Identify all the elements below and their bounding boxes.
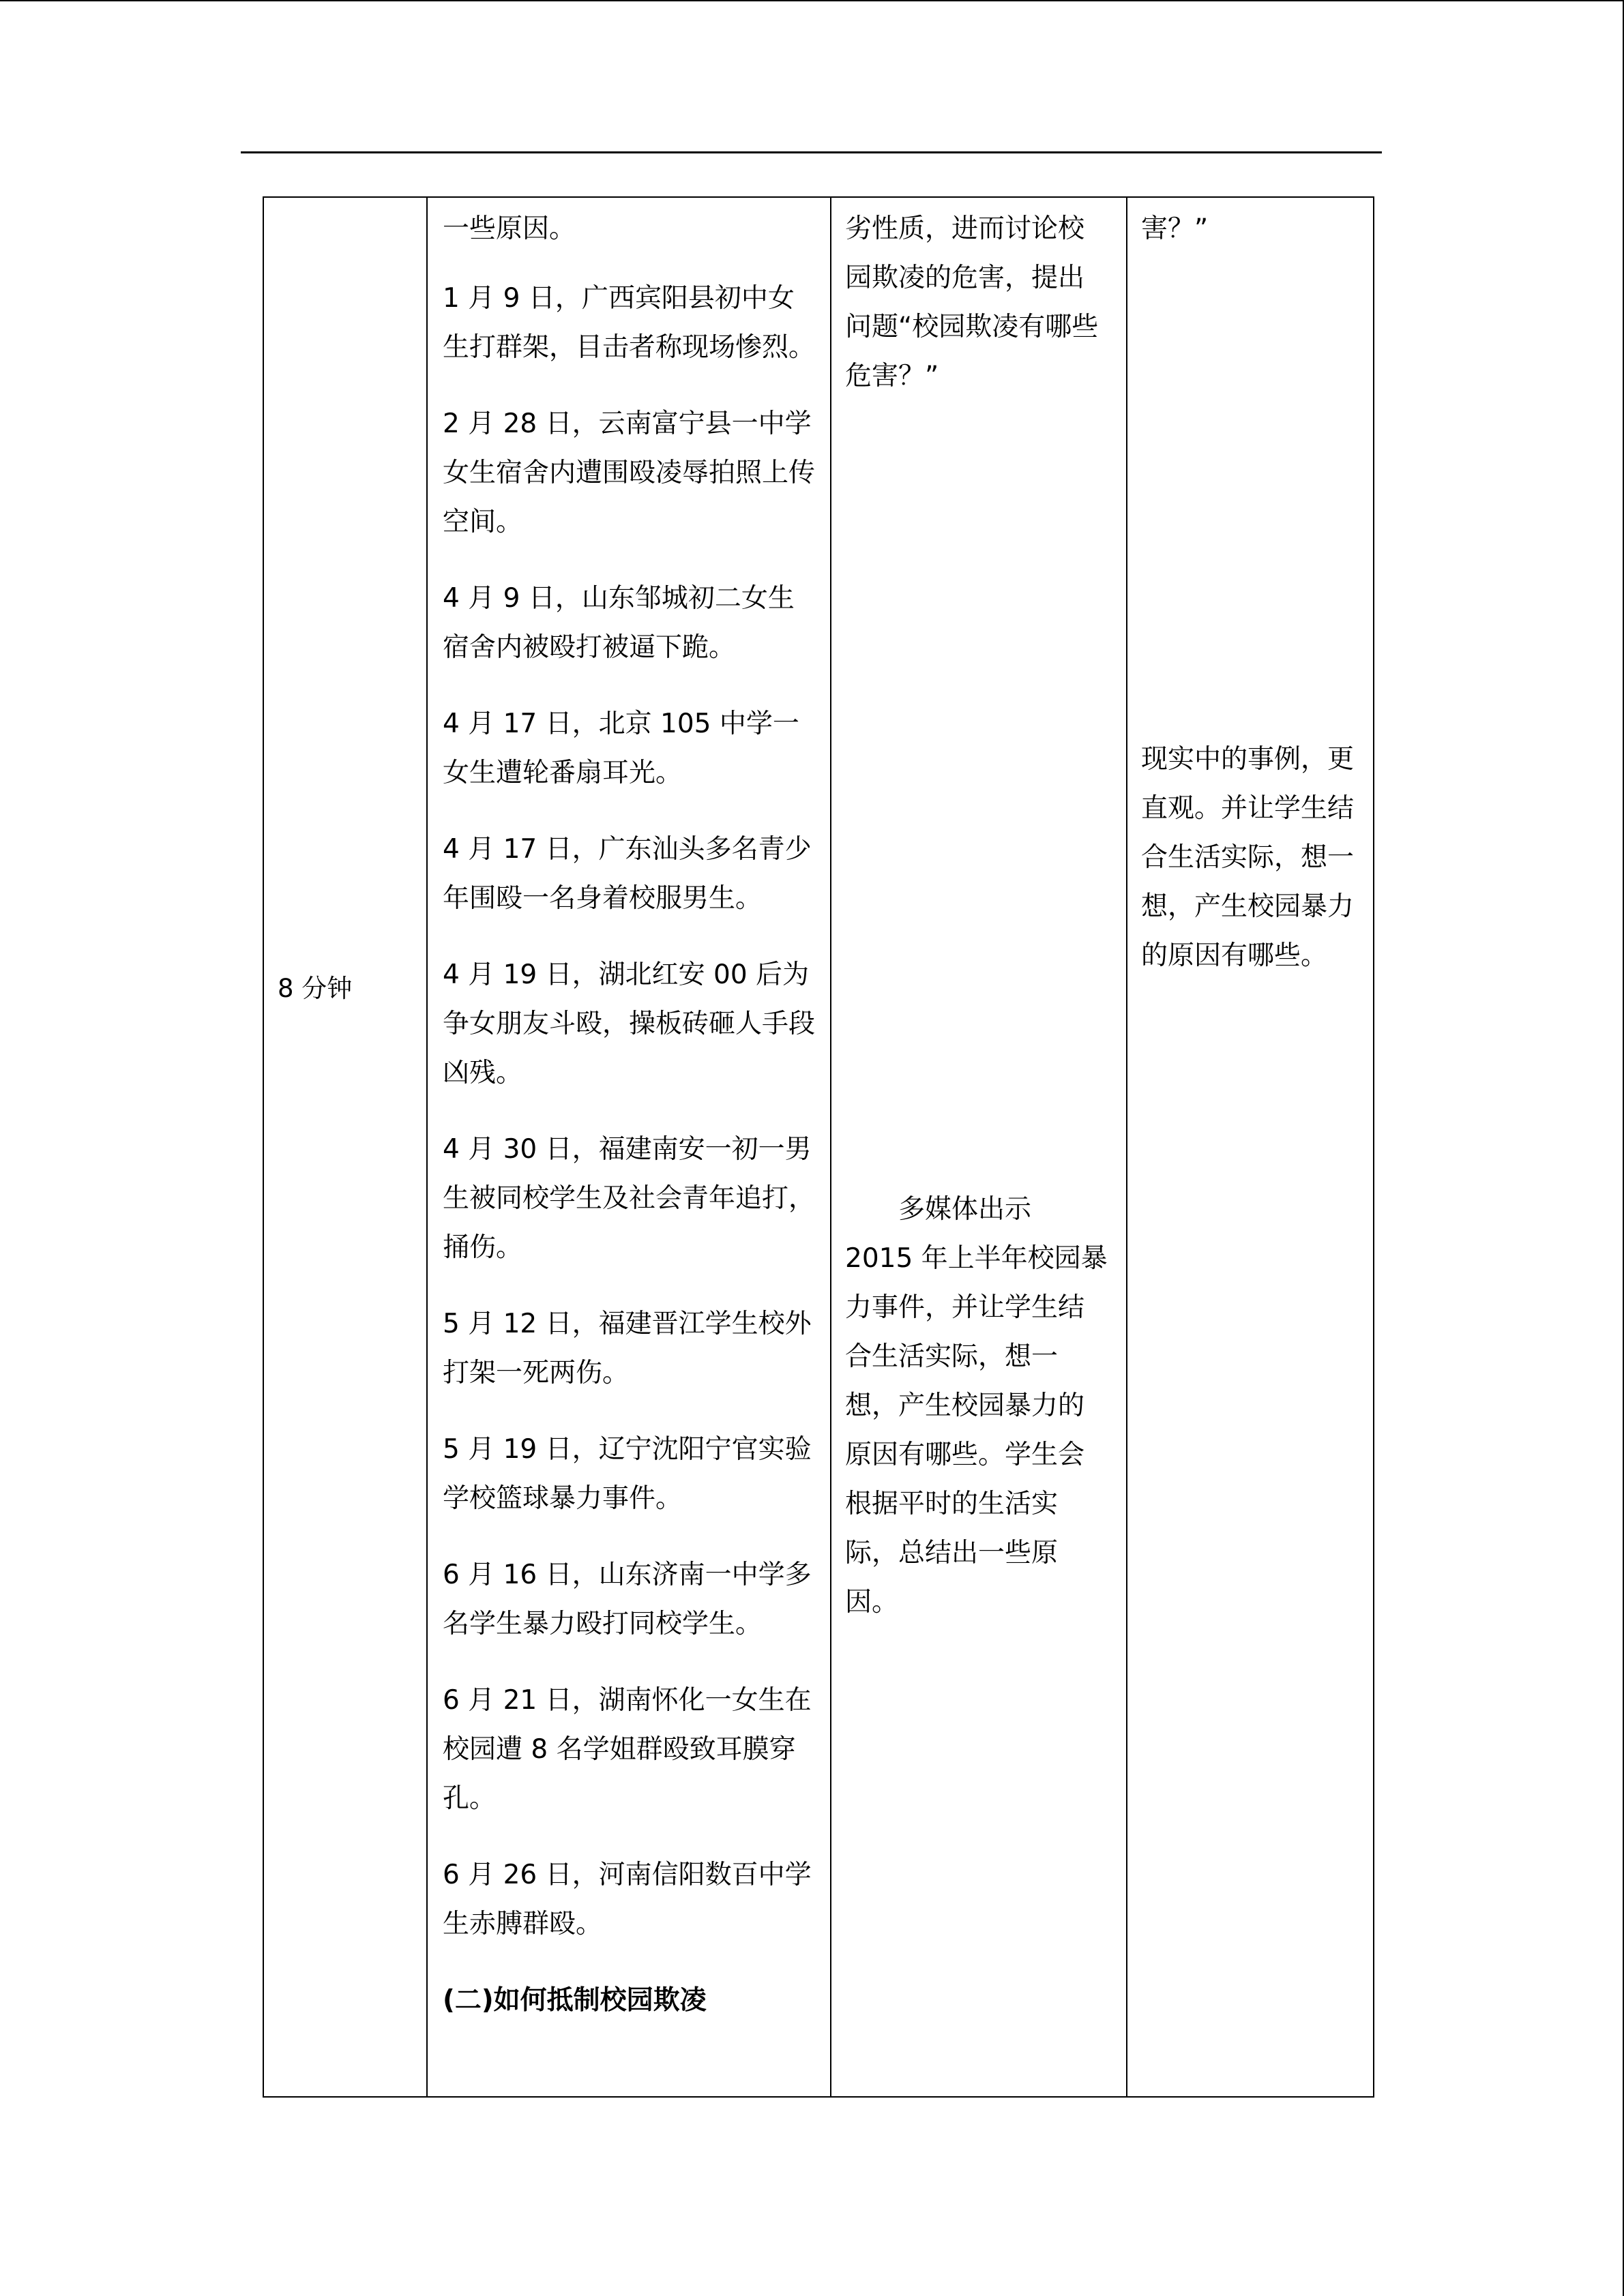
activity-cell (831, 198, 1126, 1617)
header-rule (241, 151, 1382, 153)
intent-block-text: 现实中的事例，更直观。并让学生结合生活实际，想一想，产生校园暴力的原因有哪些。 (1141, 744, 1355, 971)
content-intro-tail: 一些原因。 (443, 213, 576, 244)
column-divider (830, 198, 831, 2096)
activity-top-text: 劣性质，进而讨论校园欺凌的危害，提出问题“校园欺凌有哪些危害？” (845, 213, 1099, 391)
event-item: 4 月 30 日，福建南安一初一男生被同校学生及社会青年追打，捅伤。 (443, 1134, 816, 1263)
event-item: 4 月 19 日，湖北红安 00 后为争女朋友斗殴，操板砖砸人手段凶残。 (443, 959, 816, 1088)
intent-top-text: 害？” (1141, 213, 1209, 244)
page-top-border (0, 0, 1624, 1)
event-item: 5 月 19 日，辽宁沈阳宁官实验学校篮球暴力事件。 (443, 1434, 812, 1514)
activity-multimedia-block (845, 1185, 1108, 1627)
event-item: 6 月 21 日，湖南怀化一女生在校园遭 8 名学姐群殴致耳膜穿孔。 (443, 1685, 812, 1814)
time-label: 8 分钟 (278, 974, 353, 1003)
content-cell (428, 198, 830, 2025)
section-heading: (二)如何抵制校园欺凌 (443, 1985, 707, 2016)
lesson-plan-table (263, 196, 1374, 2098)
event-item: 2 月 28 日，云南富宁县一中学女生宿舍内遭围殴凌辱拍照上传空间。 (443, 408, 816, 537)
time-cell (264, 198, 426, 2096)
event-item: 4 月 9 日，山东邹城初二女生宿舍内被殴打被逼下跪。 (443, 583, 795, 663)
activity-block-line1: 多媒体出示 (898, 1194, 1032, 1225)
event-item: 6 月 16 日，山东济南一中学多名学生暴力殴打同校学生。 (443, 1560, 812, 1639)
event-item: 4 月 17 日，广东汕头多名青少年围殴一名身着校服男生。 (443, 834, 812, 914)
intent-cell (1127, 198, 1373, 971)
event-item: 4 月 17 日，北京 105 中学一女生遭轮番扇耳光。 (443, 709, 799, 788)
intent-block (1141, 735, 1358, 981)
column-divider (1126, 198, 1127, 2096)
event-item: 1 月 9 日，广西宾阳县初中女生打群架，目击者称现场惨烈。 (443, 283, 816, 363)
event-item: 6 月 26 日，河南信阳数百中学生赤膊群殴。 (443, 1860, 812, 1939)
event-item: 5 月 12 日，福建晋江学生校外打架一死两伤。 (443, 1309, 812, 1388)
activity-block-rest: 2015 年上半年校园暴力事件，并让学生结合生活实际，想一想，产生校园暴力的原因有哪些。学生会根据平时的生活实际，总结出一些原因。 (845, 1243, 1108, 1617)
